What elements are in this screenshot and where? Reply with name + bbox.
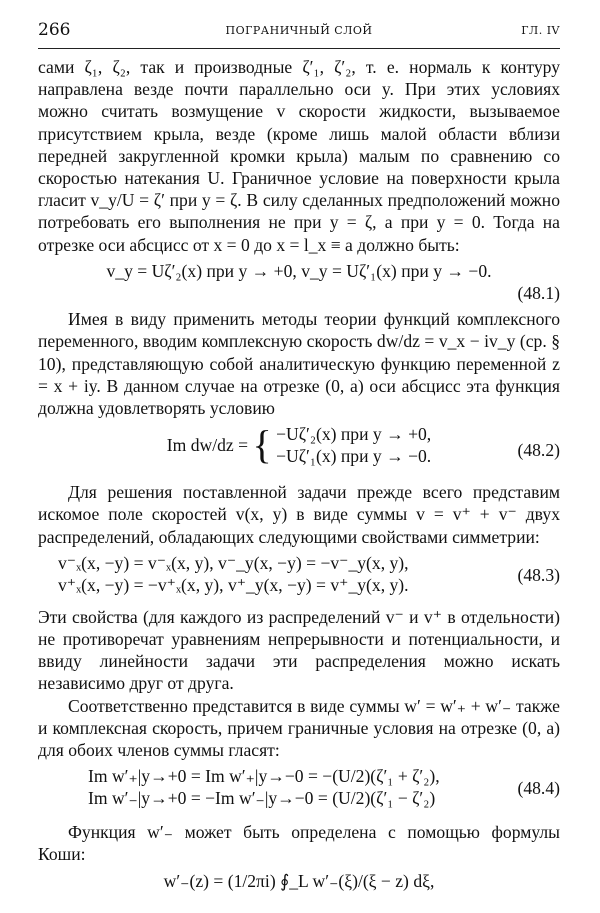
- page-body: [38, 56, 560, 896]
- equation-48-2: [38, 423, 560, 477]
- equation-48-2-brace: {: [252, 422, 272, 468]
- equation-48-2-case-1: −Uζ′₂(x) при y → +0,: [276, 424, 432, 445]
- equation-48-5-body: w′₋(z) = (1/2πi) ∮_L w′₋(ξ)/(ξ − z) dξ,: [163, 870, 435, 891]
- equation-48-3: [38, 552, 560, 602]
- equation-48-1: [38, 260, 560, 304]
- equation-48-4-number: (48.4): [517, 778, 560, 799]
- equation-48-1-number: (48.1): [517, 283, 560, 304]
- equation-48-4-line-1: Im w′₊|y→+0 = Im w′₊|y→−0 = −(U/2)(ζ′₁ + ζ′₂),: [88, 766, 440, 787]
- equation-48-2-case-2: −Uζ′₁(x) при y → −0.: [276, 446, 432, 467]
- paragraph-4: Эти свойства (для каждого из распределений v⁻ и v⁺ в отдельности) не противоречат уравнениям непрерывности и потенциальности, и ввиду линейности задачи эти распределения можно искать независимо друг от друга.: [38, 606, 560, 694]
- equation-48-4-line-2: Im w′₋|y→+0 = −Im w′₋|y→−0 = (U/2)(ζ′₁ − ζ′₂): [88, 788, 436, 809]
- header-rule: [38, 48, 560, 49]
- equation-48-3-line-1: v⁻ₓ(x, −y) = v⁻ₓ(x, y), v⁻_y(x, −y) = −v⁻_y(x, y),: [58, 552, 409, 573]
- page-number: 266: [38, 20, 71, 40]
- equation-48-2-cases: [276, 423, 431, 467]
- equation-48-4: [38, 765, 560, 817]
- equation-48-3-line-2: v⁺ₓ(x, −y) = −v⁺ₓ(x, y), v⁺_y(x, −y) = v⁺_y(x, y).: [58, 575, 409, 596]
- equation-48-2-number: (48.2): [517, 440, 560, 461]
- paragraph-1: сами ζ₁, ζ₂, так и производные ζ′₁, ζ′₂, т. е. нормаль к контуру направлена везде почти параллельно оси y. При этих условиях можно считать возмущение v скорости жидкости, вызываемое присутствием крыла, везде (кроме лишь малой области вблизи передней закругленной кромки крыла) малым по сравнению со скоростью натекания U. Граничное условие на поверхности крыла гласит v_y/U = ζ′ при y = ζ. В силу сделанных предположений можно потребовать его выполнения не при y = ζ, а при y = 0. Тогда на отрезке оси абсцисс от x = 0 до x = l_x ≡ a должно быть:: [38, 57, 560, 255]
- paragraph-5: Соответственно представится в виде суммы w′ = w′₊ + w′₋ также и комплексная скорость, причем граничные условия на отрезке (0, a) для обоих членов суммы гласят:: [38, 695, 560, 761]
- running-title: ПОГРАНИЧНЫЙ СЛОЙ: [225, 24, 373, 37]
- paragraph-6: Функция w′₋ может быть определена с помощью формулы Коши:: [38, 822, 560, 865]
- equation-48-3-number: (48.3): [517, 564, 560, 585]
- equation-48-1-body: v_y = Uζ′₂(x) при y → +0, v_y = Uζ′₁(x) при y → −0.: [106, 260, 492, 281]
- equation-48-5: [38, 870, 560, 892]
- page-header: [38, 20, 560, 44]
- paragraph-3: Для решения поставленной задачи прежде всего представим искомое поле скоростей v(x, y) в виде суммы v = v⁺ + v⁻ двух распределений, обладающих следующими свойствами симметрии:: [38, 482, 560, 547]
- paragraph-2: Имея в виду применить методы теории функций комплексного переменного, вводим комплексную скорость dw/dz = v_x − iv_y (ср. § 10), представляющую собой аналитическую функцию переменной z = x + iy. В данном случае на отрезке (0, a) оси абсцисс эта функция должна удовлетворять условию: [38, 309, 560, 419]
- equation-48-2-lhs: Im dw/dz =: [166, 435, 249, 456]
- chapter-label: ГЛ. IV: [521, 24, 560, 37]
